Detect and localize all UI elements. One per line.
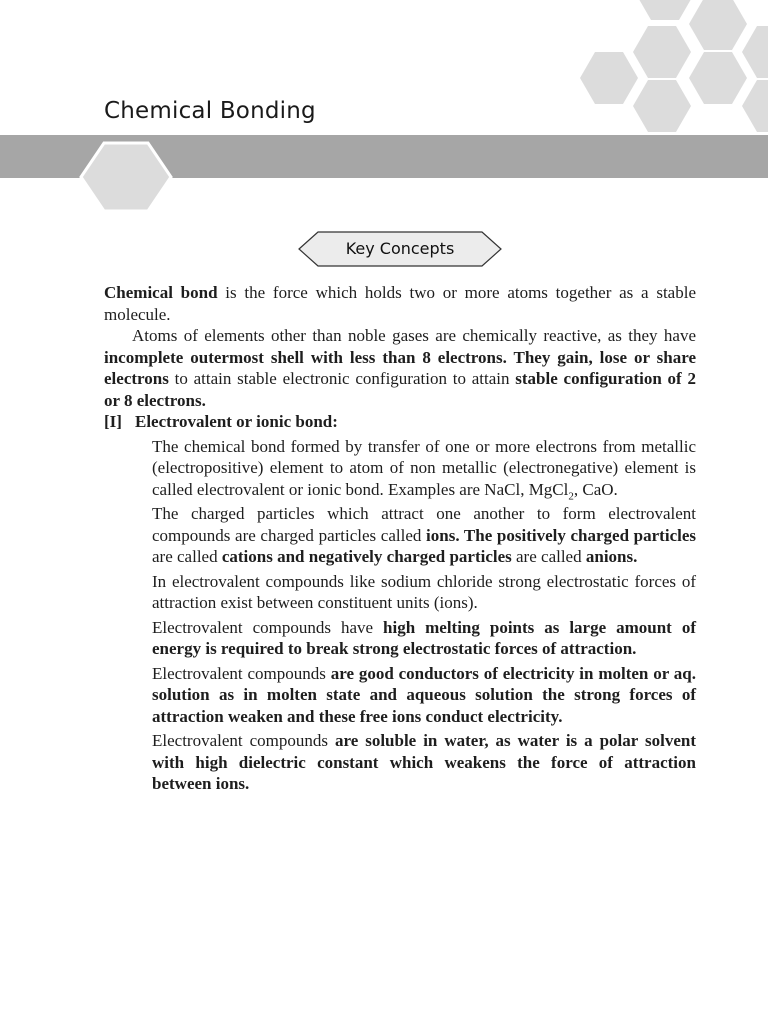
text-span: Atoms of elements other than noble gases are chemically reactive, as they have (132, 326, 696, 345)
bold-span: cations and negatively charged particles (221, 547, 512, 566)
item-conductivity (152, 663, 696, 728)
section-title: Electrovalent or ionic bond: (135, 412, 338, 431)
key-concepts-label: Key Concepts (345, 239, 455, 258)
text-span: Electrovalent compounds (152, 731, 335, 750)
paragraph-reactivity (104, 325, 696, 411)
term-chemical-bond: Chemical bond (104, 283, 218, 302)
section-items (152, 436, 696, 795)
item-ionic-bond-definition (152, 436, 696, 501)
bold-span: ions. The positively charged particles (426, 525, 696, 545)
item-ions (152, 503, 696, 568)
bold-span: are good conductors of electricity in molten or aq. solution as in molten state and aqueous solution the strong forces of attraction weaken and these free ions conduct electricity. (152, 663, 697, 726)
text-span: are called (152, 547, 222, 566)
text-span: Electrovalent compounds (152, 663, 331, 683)
text-span: , CaO. (573, 479, 618, 499)
item-electrostatic-forces (152, 571, 696, 614)
text-span: The chemical bond formed by transfer of one or more electrons from metallic (electropositive) element to atom of non metallic (electronegative) element is called electrovalent or ionic bond. Examples are NaCl, MgCl (152, 436, 696, 499)
text-span: to attain stable electronic configuration to attain (168, 369, 516, 388)
text-span: The charged particles which attract one another to form electrovalent compounds are charged particles called (152, 504, 696, 545)
section-number: [I] (104, 412, 122, 431)
chapter-title: Chemical Bonding (104, 98, 316, 124)
definition-text: is the force which holds two or more atoms together as a stable molecule. (104, 283, 696, 324)
key-concepts-badge (298, 231, 502, 267)
content-body (104, 282, 696, 795)
section-heading (104, 411, 696, 433)
text-span: In electrovalent compounds like sodium chloride strong electrostatic forces of attraction exist between constituent units (ions). (152, 571, 696, 612)
item-solubility (152, 730, 696, 795)
bold-span: incomplete outermost shell with less than 8 electrons. They gain, lose or share electrons (104, 347, 696, 388)
text-span: are called (511, 547, 586, 566)
bold-span: are soluble in water, as water is a polar solvent with high dielectric constant which weakens the force of attraction between ions. (152, 731, 696, 793)
item-melting-points (152, 617, 696, 660)
bold-span: anions. (585, 547, 638, 566)
hexagon-cluster-graphic (580, 0, 768, 132)
paragraph-chemical-bond-definition (104, 282, 696, 325)
bold-span: stable configuration of 2 or 8 electrons. (104, 369, 696, 410)
subscript: 2 (568, 489, 574, 502)
bold-span: high melting points as large amount of energy is required to break strong electrostatic forces of attraction. (152, 617, 696, 658)
text-span: Electrovalent compounds have (152, 617, 384, 637)
